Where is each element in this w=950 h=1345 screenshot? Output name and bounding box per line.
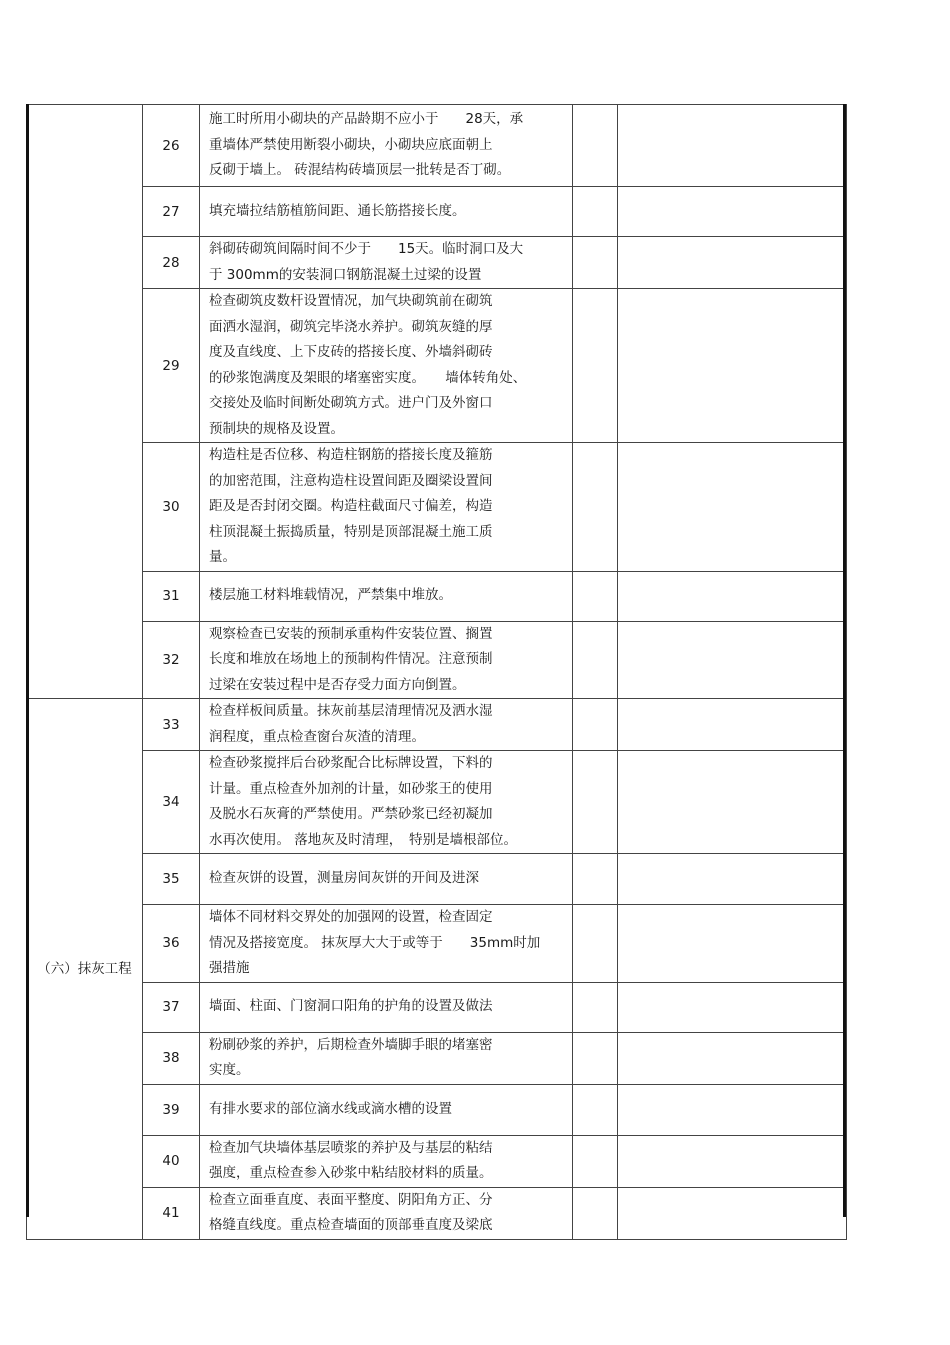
row-content: 检查砂浆搅拌后台砂浆配合比标牌设置，下料的 计量。重点检查外加剂的计量，如砂浆王的使用 及脱水石灰膏的严禁使用。严禁砂浆已经初凝加 水再次使用。 落地灰及时清理， 特别是墙根部位。 <box>200 751 573 854</box>
check-cell <box>573 854 618 905</box>
row-content: 楼层施工材料堆载情况，严禁集中堆放。 <box>200 571 573 621</box>
remark-cell <box>618 187 847 237</box>
table-row <box>27 105 847 187</box>
row-content: 施工时所用小砌块的产品龄期不应小于 28天，承 重墙体严禁使用断裂小砌块，小砌块应底面朝上 反砌于墙上。 砖混结构砖墙顶层一批转是否丁砌。 <box>200 105 573 187</box>
row-content: 墙面、柱面、门窗洞口阳角的护角的设置及做法 <box>200 982 573 1032</box>
row-number: 39 <box>143 1084 200 1135</box>
row-content: 斜砌砖砌筑间隔时间不少于 15天。临时洞口及大 于 300mm的安装洞口钢筋混凝土过梁的设置 <box>200 237 573 289</box>
row-number: 27 <box>143 187 200 237</box>
check-cell <box>573 443 618 572</box>
remark-cell <box>618 571 847 621</box>
remark-cell <box>618 237 847 289</box>
row-content: 墙体不同材料交界处的加强网的设置，检查固定 情况及搭接宽度。 抹灰厚大大于或等于 35mm时加 强措施 <box>200 905 573 983</box>
remark-cell <box>618 1135 847 1187</box>
remark-cell <box>618 621 847 699</box>
row-content: 粉刷砂浆的养护，后期检查外墙脚手眼的堵塞密 实度。 <box>200 1032 573 1084</box>
row-content: 检查砌筑皮数杆设置情况，加气块砌筑前在砌筑 面洒水湿润，砌筑完毕浇水养护。砌筑灰缝的厚 度及直线度、上下皮砖的搭接长度、外墙斜砌砖 的砂浆饱满度及架眼的堵塞密实度。 墙体转角处、 交接处及临时间断处砌筑方式。进户门及外窗口 预制块的规格及设置。 <box>200 289 573 443</box>
remark-cell <box>618 751 847 854</box>
row-number: 26 <box>143 105 200 187</box>
table-row <box>27 571 847 621</box>
row-number: 29 <box>143 289 200 443</box>
inspection-table <box>26 104 847 1240</box>
table-row <box>27 854 847 905</box>
row-content: 有排水要求的部位滴水线或滴水槽的设置 <box>200 1084 573 1135</box>
table-row <box>27 289 847 443</box>
remark-cell <box>618 1187 847 1239</box>
row-number: 34 <box>143 751 200 854</box>
check-cell <box>573 237 618 289</box>
table-row <box>27 751 847 854</box>
check-cell <box>573 1032 618 1084</box>
remark-cell <box>618 1032 847 1084</box>
table-row <box>27 443 847 572</box>
table-row <box>27 1135 847 1187</box>
table-row <box>27 699 847 751</box>
table-row <box>27 187 847 237</box>
remark-cell <box>618 982 847 1032</box>
row-number: 38 <box>143 1032 200 1084</box>
table-right-border <box>843 104 846 1217</box>
remark-cell <box>618 105 847 187</box>
row-number: 28 <box>143 237 200 289</box>
check-cell <box>573 289 618 443</box>
row-content: 检查加气块墙体基层喷浆的养护及与基层的粘结 强度，重点检查参入砂浆中粘结胶材料的质量。 <box>200 1135 573 1187</box>
table-row <box>27 982 847 1032</box>
row-number: 40 <box>143 1135 200 1187</box>
row-number: 30 <box>143 443 200 572</box>
row-content: 观察检查已安装的预制承重构件安装位置、搁置 长度和堆放在场地上的预制构件情况。注意预制 过梁在安装过程中是否存受力面方向倒置。 <box>200 621 573 699</box>
remark-cell <box>618 1084 847 1135</box>
remark-cell <box>618 699 847 751</box>
table-left-border <box>26 104 29 1217</box>
row-number: 32 <box>143 621 200 699</box>
row-content: 检查灰饼的设置，测量房间灰饼的开间及进深 <box>200 854 573 905</box>
check-cell <box>573 571 618 621</box>
remark-cell <box>618 905 847 983</box>
check-cell <box>573 105 618 187</box>
row-number: 37 <box>143 982 200 1032</box>
row-number: 35 <box>143 854 200 905</box>
section-label <box>27 105 143 699</box>
row-number: 36 <box>143 905 200 983</box>
check-cell <box>573 699 618 751</box>
check-cell <box>573 905 618 983</box>
table-row <box>27 237 847 289</box>
table-row <box>27 905 847 983</box>
table-row <box>27 1187 847 1239</box>
section-label: （六）抹灰工程 <box>27 699 143 1240</box>
check-cell <box>573 1135 618 1187</box>
row-content: 检查立面垂直度、表面平整度、阴阳角方正、分 格缝直线度。重点检查墙面的顶部垂直度及梁底 <box>200 1187 573 1239</box>
remark-cell <box>618 854 847 905</box>
row-content: 构造柱是否位移、构造柱钢筋的搭接长度及箍筋 的加密范围，注意构造柱设置间距及圈梁设置间 距及是否封闭交圈。构造柱截面尺寸偏差，构造 柱顶混凝土振捣质量，特别是顶部混凝土施工质 量。 <box>200 443 573 572</box>
row-number: 41 <box>143 1187 200 1239</box>
check-cell <box>573 751 618 854</box>
row-number: 31 <box>143 571 200 621</box>
row-content: 填充墙拉结筋植筋间距、通长筋搭接长度。 <box>200 187 573 237</box>
check-cell <box>573 982 618 1032</box>
check-cell <box>573 1084 618 1135</box>
check-cell <box>573 1187 618 1239</box>
remark-cell <box>618 289 847 443</box>
remark-cell <box>618 443 847 572</box>
table-row <box>27 1032 847 1084</box>
table-row <box>27 1084 847 1135</box>
row-content: 检查样板间质量。抹灰前基层清理情况及洒水湿 润程度，重点检查窗台灰渣的清理。 <box>200 699 573 751</box>
check-cell <box>573 187 618 237</box>
check-cell <box>573 621 618 699</box>
table-row <box>27 621 847 699</box>
row-number: 33 <box>143 699 200 751</box>
